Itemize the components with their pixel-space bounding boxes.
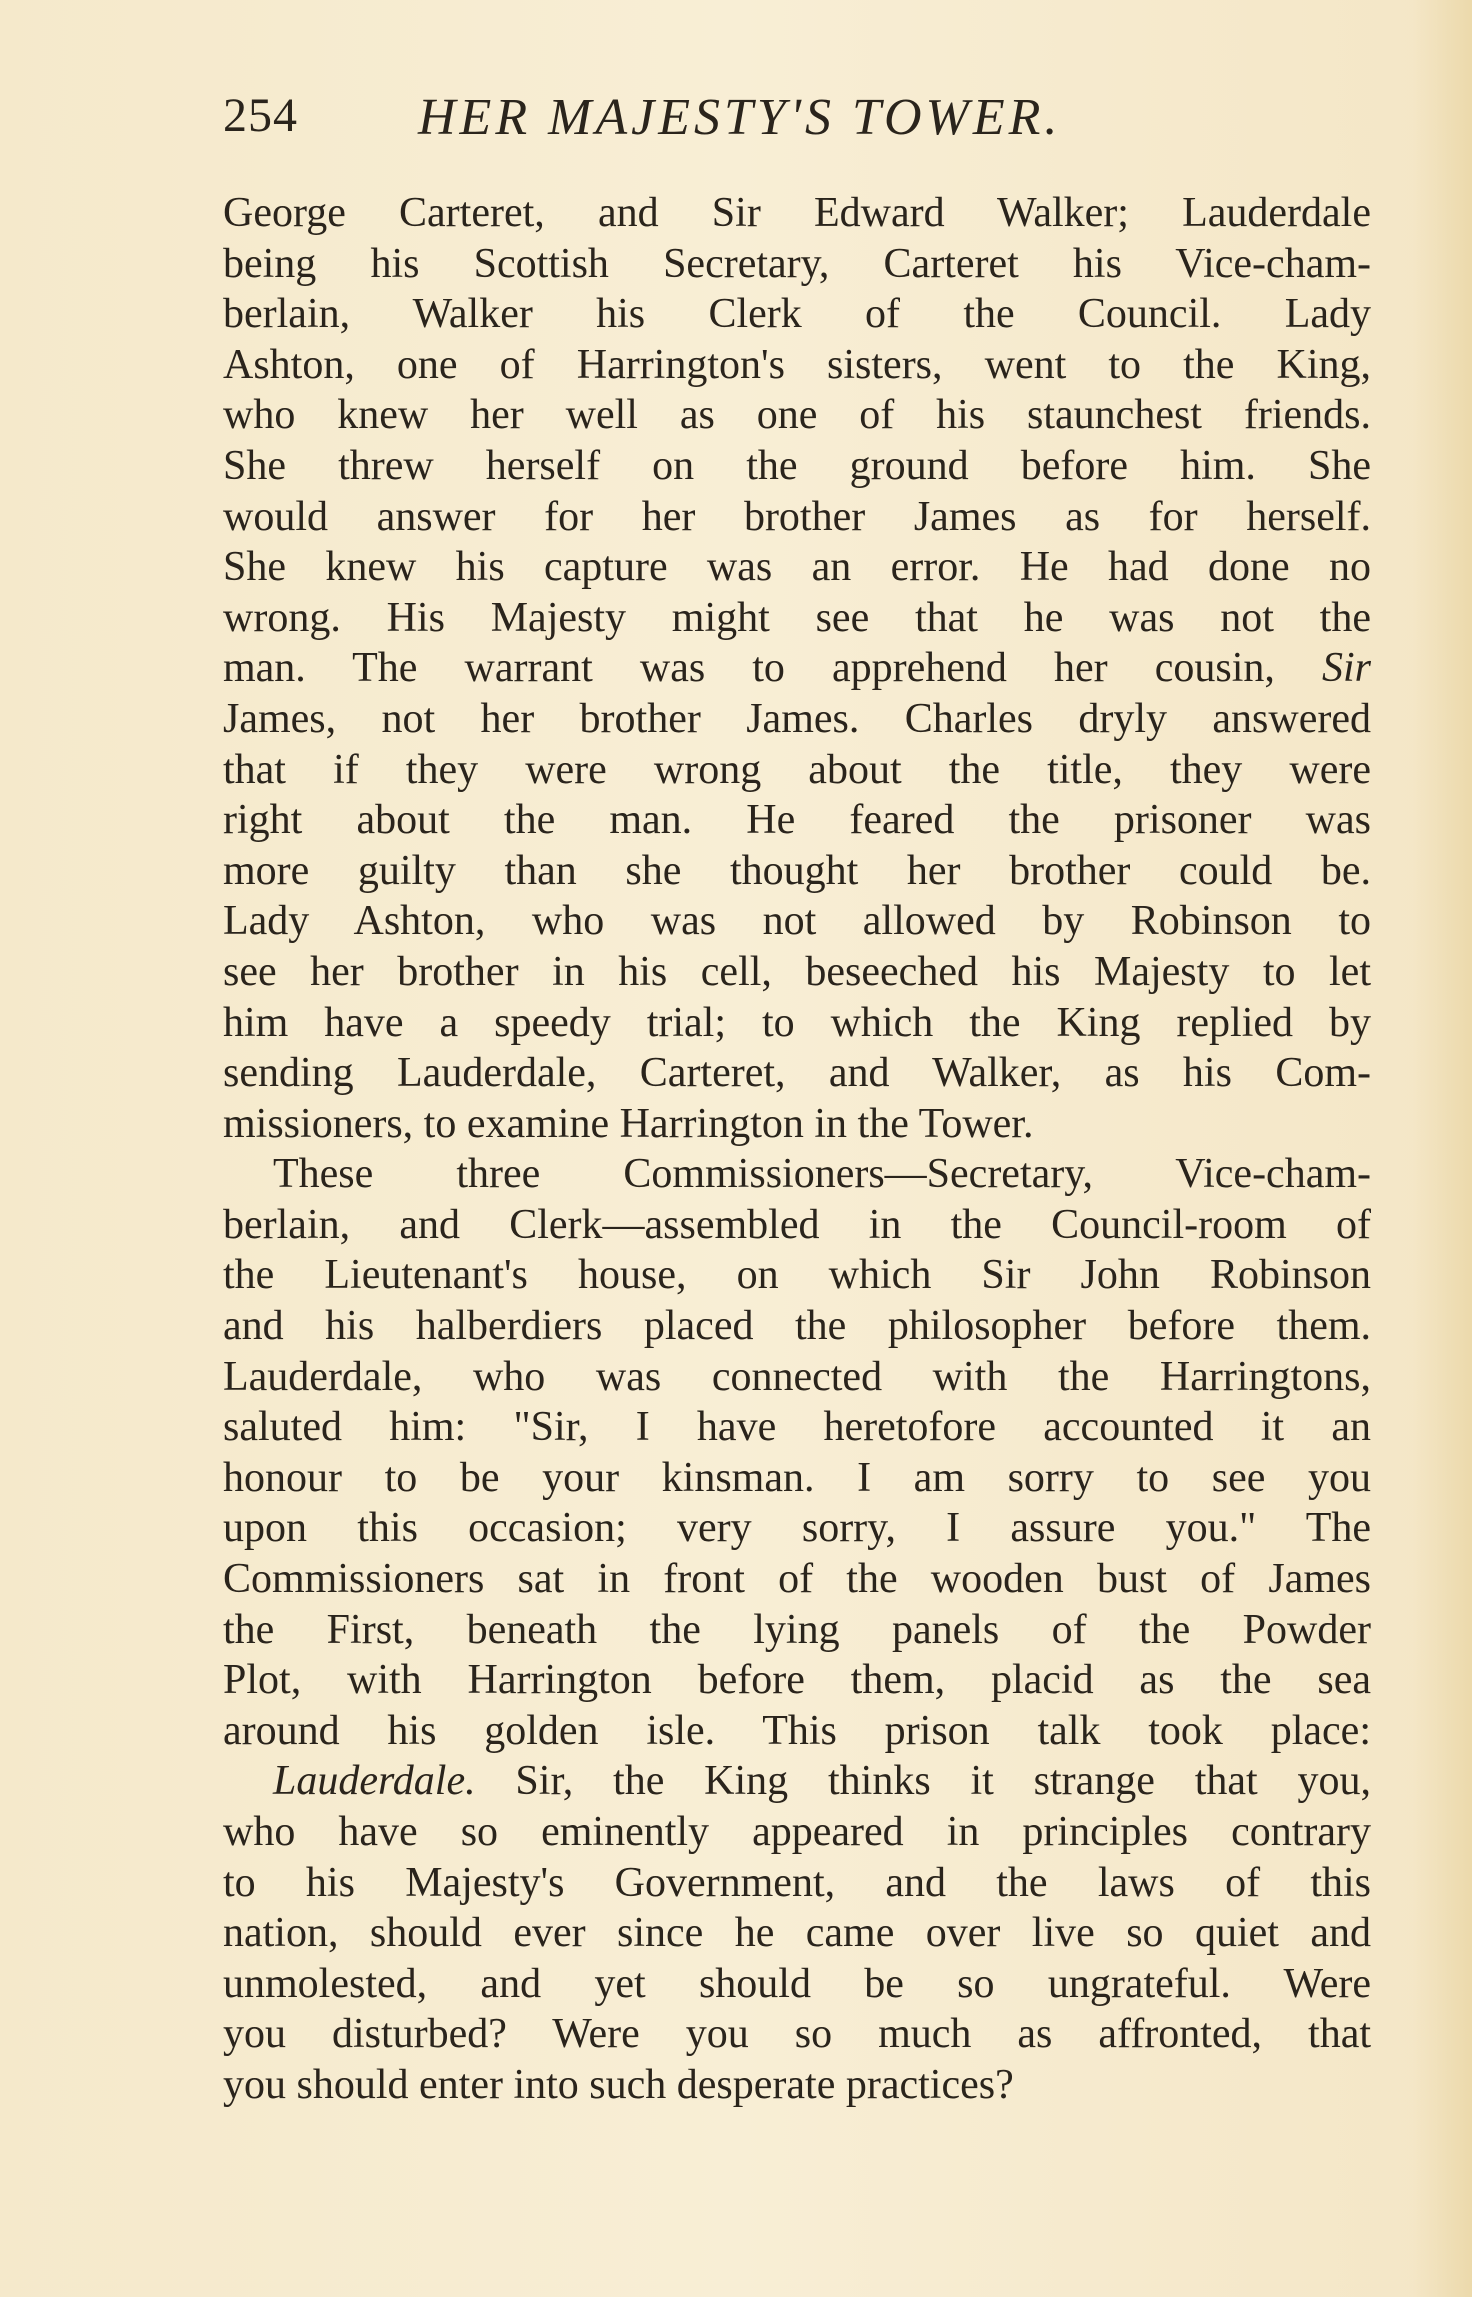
text-line [223, 1756, 1371, 1807]
text-line: Lady Ashton, who was not allowed by Robinson to [223, 898, 1371, 945]
text-line: honour to be your kinsman. I am sorry to see you [223, 1454, 1371, 1501]
text-line: Lauderdale, who was connected with the Harringtons, [223, 1353, 1371, 1400]
text-line: Ashton, one of Harrington's sisters, went to the King, [223, 341, 1371, 388]
line-text: man. The warrant was to apprehend her cousin, [223, 645, 1322, 692]
text-line: nation, should ever since he came over live so quiet and [223, 1910, 1371, 1957]
text-line: see her brother in his cell, beseeched his Majesty to let [223, 948, 1371, 995]
text-line: Plot, with Harrington before them, placid as the sea [223, 1657, 1371, 1704]
page-edge-shadow [1412, 0, 1472, 2297]
text-line: being his Scottish Secretary, Carteret his Vice-cham- [223, 240, 1371, 287]
text-line: wrong. His Majesty might see that he was not the [223, 594, 1371, 641]
text-line: more guilty than she thought her brother could be. [223, 847, 1371, 894]
text-line: you should enter into such desperate practices? [223, 2061, 1014, 2108]
text-line: sending Lauderdale, Carteret, and Walker, as his Com- [223, 1050, 1371, 1097]
text-line: the First, beneath the lying panels of the Powder [223, 1606, 1371, 1653]
text-line: berlain, Walker his Clerk of the Council. Lady [223, 291, 1371, 338]
text-line: right about the man. He feared the prisoner was [223, 797, 1371, 844]
text-line: saluted him: "Sir, I have heretofore accounted it an [223, 1404, 1371, 1451]
body-text [223, 188, 1371, 2111]
text-line: would answer for her brother James as for herself. [223, 493, 1371, 540]
text-line: and his halberdiers placed the philosopher before them. [223, 1303, 1371, 1350]
text-line: George Carteret, and Sir Edward Walker; Lauderdale [223, 190, 1371, 236]
text-line: you disturbed? Were you so much as affronted, that [223, 2011, 1371, 2058]
text-line: missioners, to examine Harrington in the Tower. [223, 1100, 1034, 1147]
running-title: HER MAJESTY'S TOWER. [418, 89, 1062, 146]
line-text: Sir, the King thinks it strange that you, [475, 1758, 1371, 1805]
text-line: to his Majesty's Government, and the laws of this [223, 1859, 1371, 1906]
text-line: berlain, and Clerk—assembled in the Council-room of [223, 1201, 1371, 1248]
text-line: the Lieutenant's house, on which Sir John Robinson [223, 1252, 1371, 1299]
text-line: These three Commissioners—Secretary, Vice-cham- [273, 1151, 1371, 1198]
page-number: 254 [223, 89, 298, 142]
running-head [223, 88, 1373, 158]
text-line: She knew his capture was an error. He had done no [223, 544, 1371, 591]
text-line: upon this occasion; very sorry, I assure you." The [223, 1505, 1371, 1552]
text-line: him have a speedy trial; to which the King replied by [223, 999, 1371, 1046]
text-line: James, not her brother James. Charles dryly answered [223, 695, 1371, 742]
italic-word: Sir [1321, 645, 1371, 692]
speaker-name: Lauderdale. [273, 1758, 476, 1805]
text-line: unmolested, and yet should be so ungrateful. Were [223, 1960, 1371, 2007]
text-line: that if they were wrong about the title, they were [223, 746, 1371, 793]
text-line: who knew her well as one of his staunchest friends. [223, 392, 1371, 439]
text-line [223, 643, 1371, 694]
text-line: She threw herself on the ground before him. She [223, 442, 1371, 489]
text-line: who have so eminently appeared in principles contrary [223, 1809, 1371, 1855]
text-line: Commissioners sat in front of the wooden bust of James [223, 1556, 1371, 1603]
text-line: around his golden isle. This prison talk took place: [223, 1707, 1371, 1754]
